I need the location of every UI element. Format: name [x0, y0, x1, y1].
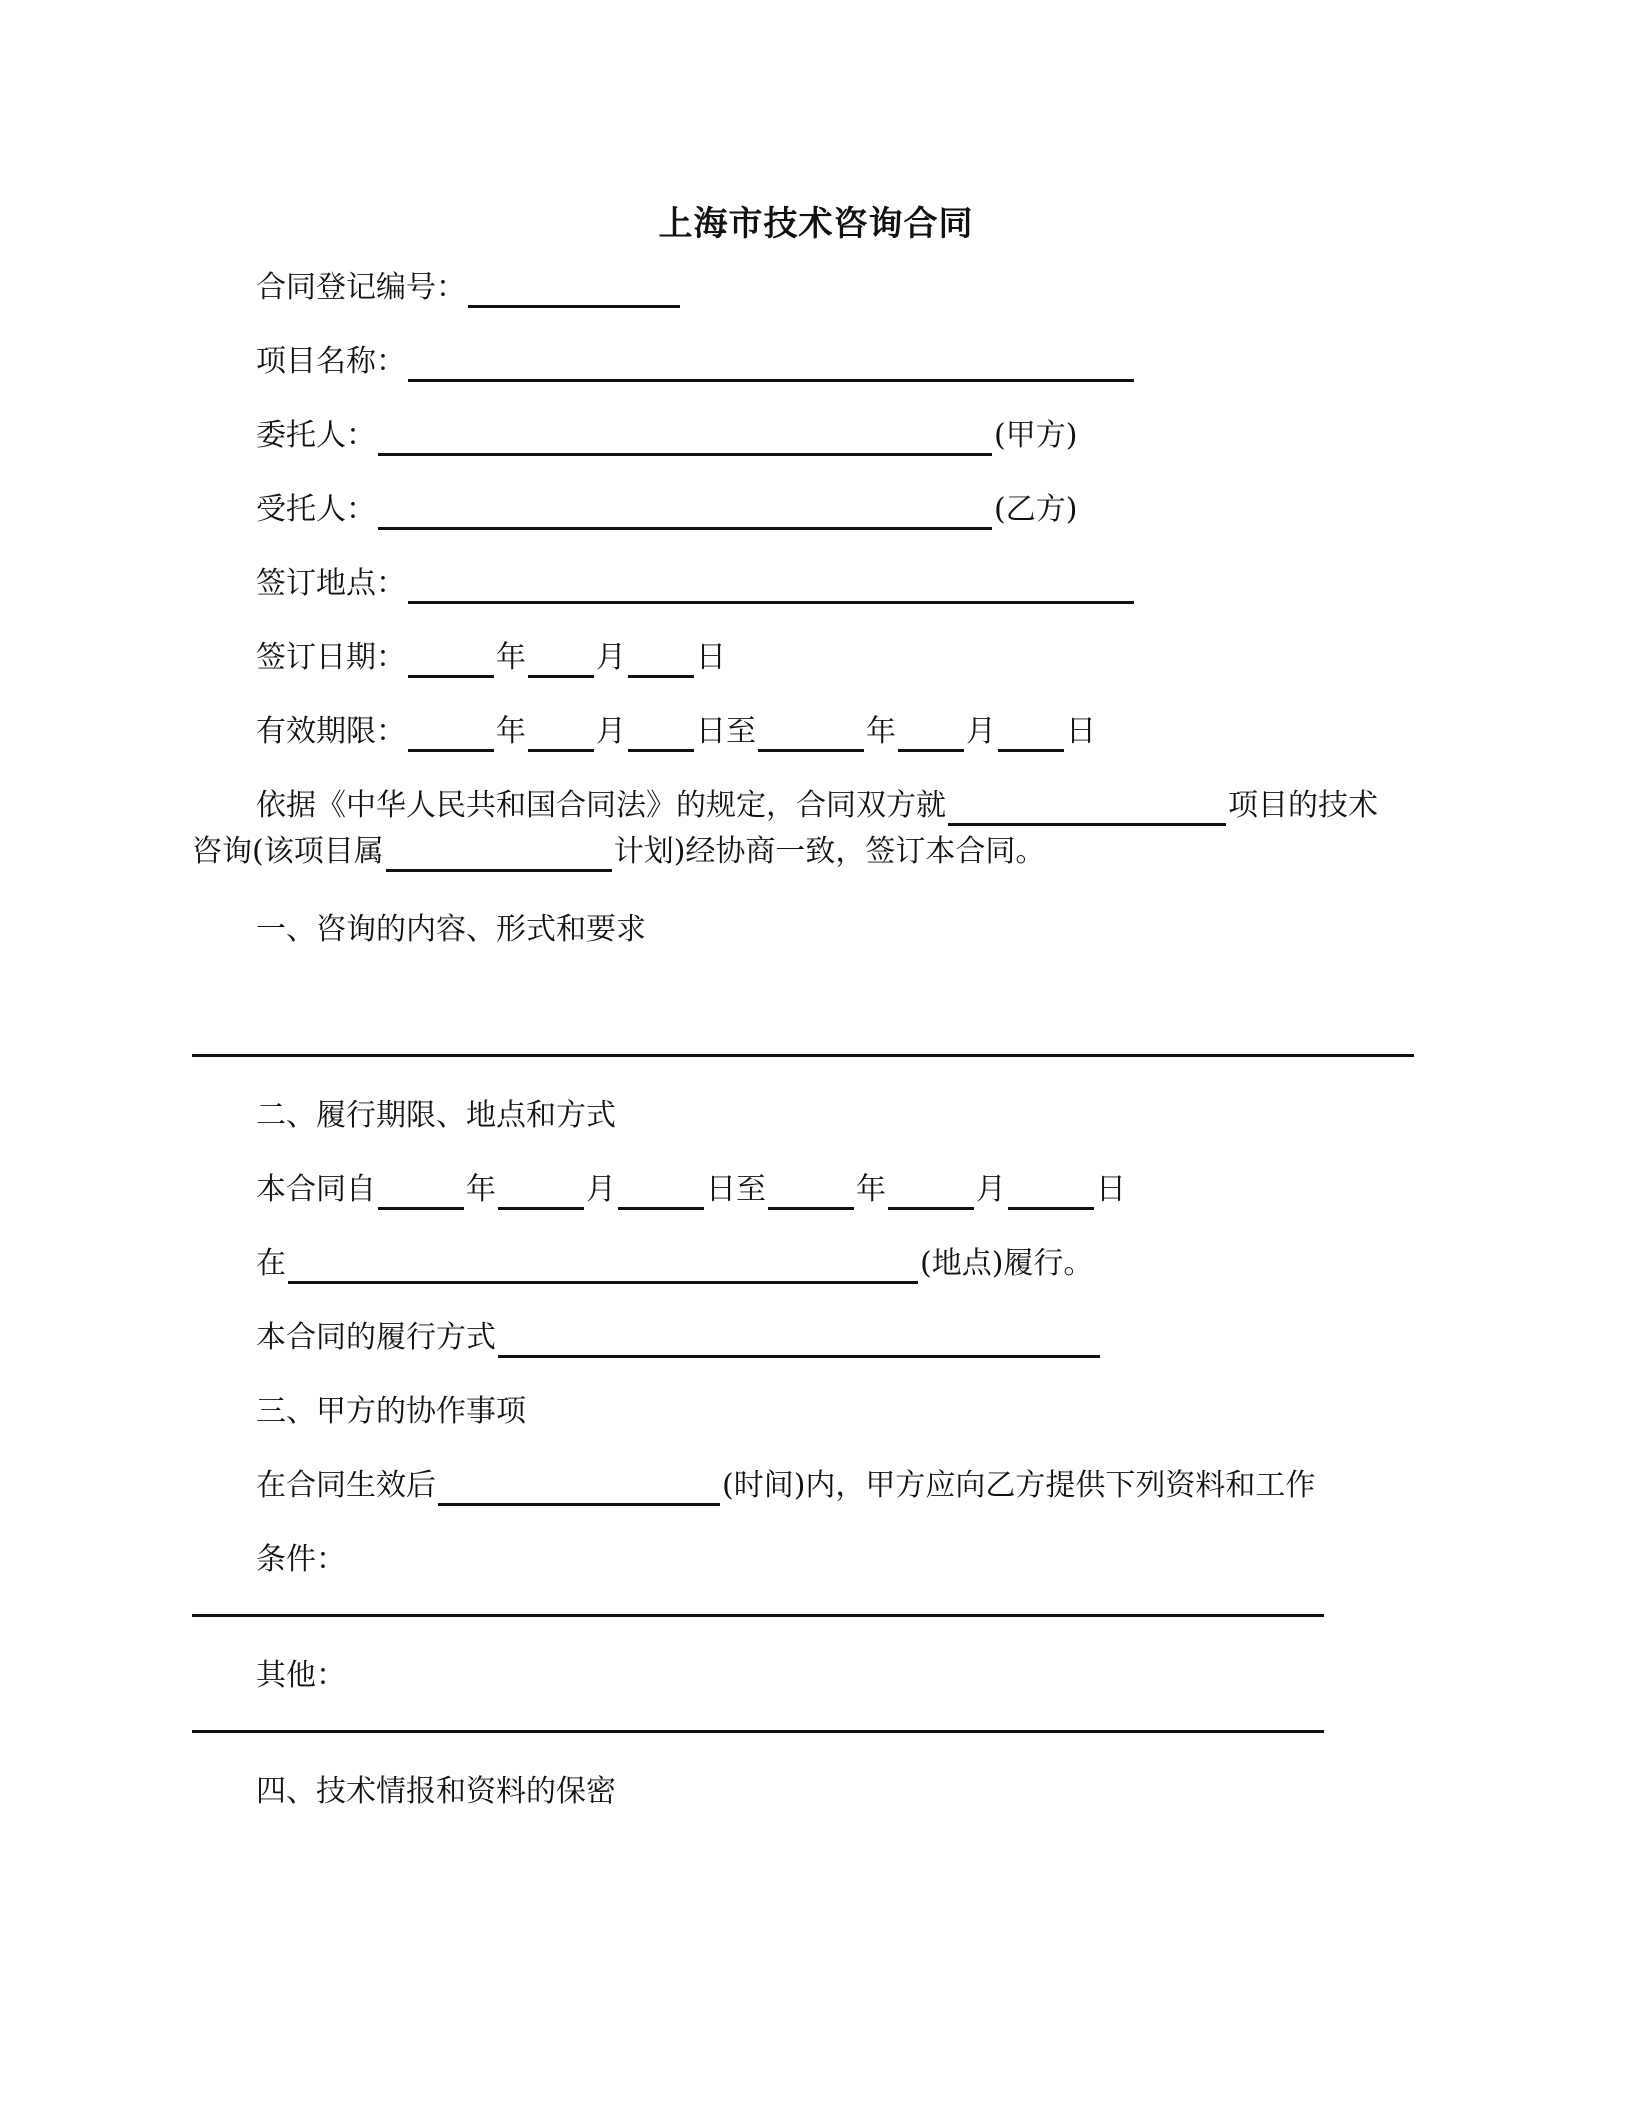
year-unit: 年	[856, 1172, 886, 1207]
consultant-blank[interactable]	[378, 493, 992, 530]
section3-text-1b: (时间)内，甲方应向乙方提供下列资料和工作	[722, 1468, 1316, 1503]
reg-no-blank[interactable]	[468, 271, 680, 308]
section2-place-row	[256, 1244, 1093, 1284]
section3-heading-text: 三、甲方的协作事项	[256, 1394, 526, 1429]
perf-start-day-blank[interactable]	[618, 1173, 704, 1210]
client-label: 委托人：	[256, 418, 376, 453]
perf-end-month-blank[interactable]	[888, 1173, 974, 1210]
day-unit: 日	[1066, 714, 1096, 749]
sign-date-label: 签订日期：	[256, 640, 406, 675]
document-title: 上海市技术咨询合同	[658, 204, 974, 244]
section1-heading	[256, 910, 646, 950]
client-blank[interactable]	[378, 419, 992, 456]
reg-no-label: 合同登记编号：	[256, 270, 466, 305]
year-unit: 年	[496, 714, 526, 749]
section2-at-text: 在	[256, 1246, 286, 1281]
valid-period-row	[256, 712, 1096, 752]
perf-place-blank[interactable]	[288, 1247, 918, 1284]
year-unit: 年	[466, 1172, 496, 1207]
valid-end-day-blank[interactable]	[998, 715, 1064, 752]
intro-text-1a: 依据《中华人民共和国合同法》的规定，合同双方就	[256, 788, 946, 823]
section2-method-row	[256, 1318, 1102, 1358]
day-to-unit: 日至	[696, 714, 756, 749]
intro-line-2	[192, 832, 1045, 872]
intro-plan-blank[interactable]	[386, 835, 612, 872]
month-unit: 月	[596, 640, 626, 675]
section3-text-1a: 在合同生效后	[256, 1468, 436, 1503]
perf-end-year-blank[interactable]	[768, 1173, 854, 1210]
intro-project-blank[interactable]	[948, 789, 1226, 826]
section2-period-row	[256, 1170, 1126, 1210]
intro-text-2b: 计划)经协商一致，签订本合同。	[613, 834, 1046, 869]
sign-place-blank[interactable]	[408, 567, 1134, 604]
month-unit: 月	[976, 1172, 1006, 1207]
sign-place-label: 签订地点：	[256, 566, 406, 601]
valid-end-year-blank[interactable]	[758, 715, 864, 752]
section3-other-text: 其他：	[256, 1658, 346, 1693]
project-name-row	[256, 342, 1136, 382]
section3-heading	[256, 1392, 526, 1432]
section2-heading	[256, 1096, 616, 1136]
project-name-blank[interactable]	[408, 345, 1134, 382]
year-unit: 年	[866, 714, 896, 749]
day-unit: 日	[696, 640, 726, 675]
valid-start-day-blank[interactable]	[628, 715, 694, 752]
section3-conditions-rule[interactable]	[192, 1614, 1324, 1617]
section3-line-1	[256, 1466, 1315, 1506]
consultant-label: 受托人：	[256, 492, 376, 527]
month-unit: 月	[596, 714, 626, 749]
perf-start-year-blank[interactable]	[378, 1173, 464, 1210]
client-suffix: (甲方)	[994, 418, 1078, 453]
valid-start-year-blank[interactable]	[408, 715, 494, 752]
section2-method-text: 本合同的履行方式	[256, 1320, 496, 1355]
valid-period-label: 有效期限：	[256, 714, 406, 749]
sign-day-blank[interactable]	[628, 641, 694, 678]
section3-text-2: 条件：	[256, 1542, 346, 1577]
valid-start-month-blank[interactable]	[528, 715, 594, 752]
perf-start-month-blank[interactable]	[498, 1173, 584, 1210]
section3-time-blank[interactable]	[438, 1469, 720, 1506]
section3-other-rule[interactable]	[192, 1730, 1324, 1733]
month-unit: 月	[586, 1172, 616, 1207]
month-unit: 月	[966, 714, 996, 749]
section4-heading	[256, 1772, 616, 1812]
intro-text-1b: 项目的技术	[1228, 788, 1378, 823]
day-to-unit: 日至	[706, 1172, 766, 1207]
perf-end-day-blank[interactable]	[1008, 1173, 1094, 1210]
section2-at-suffix: (地点)履行。	[920, 1246, 1094, 1281]
section1-rule[interactable]	[192, 1054, 1414, 1057]
consultant-suffix: (乙方)	[994, 492, 1078, 527]
intro-line-1	[256, 786, 1378, 826]
section1-heading-text: 一、咨询的内容、形式和要求	[256, 912, 646, 947]
year-unit: 年	[496, 640, 526, 675]
sign-month-blank[interactable]	[528, 641, 594, 678]
intro-text-2a: 咨询(该项目属	[192, 834, 384, 869]
section4-heading-text: 四、技术情报和资料的保密	[256, 1774, 616, 1809]
client-row	[256, 416, 1077, 456]
day-unit: 日	[1096, 1172, 1126, 1207]
section3-line-2	[256, 1540, 346, 1580]
section2-heading-text: 二、履行期限、地点和方式	[256, 1098, 616, 1133]
sign-year-blank[interactable]	[408, 641, 494, 678]
valid-end-month-blank[interactable]	[898, 715, 964, 752]
section3-other-row	[256, 1656, 346, 1696]
section2-from-text: 本合同自	[256, 1172, 376, 1207]
sign-place-row	[256, 564, 1136, 604]
project-name-label: 项目名称：	[256, 344, 406, 379]
perf-method-blank[interactable]	[498, 1321, 1100, 1358]
sign-date-row	[256, 638, 726, 678]
reg-no-row	[256, 268, 682, 308]
consultant-row	[256, 490, 1077, 530]
